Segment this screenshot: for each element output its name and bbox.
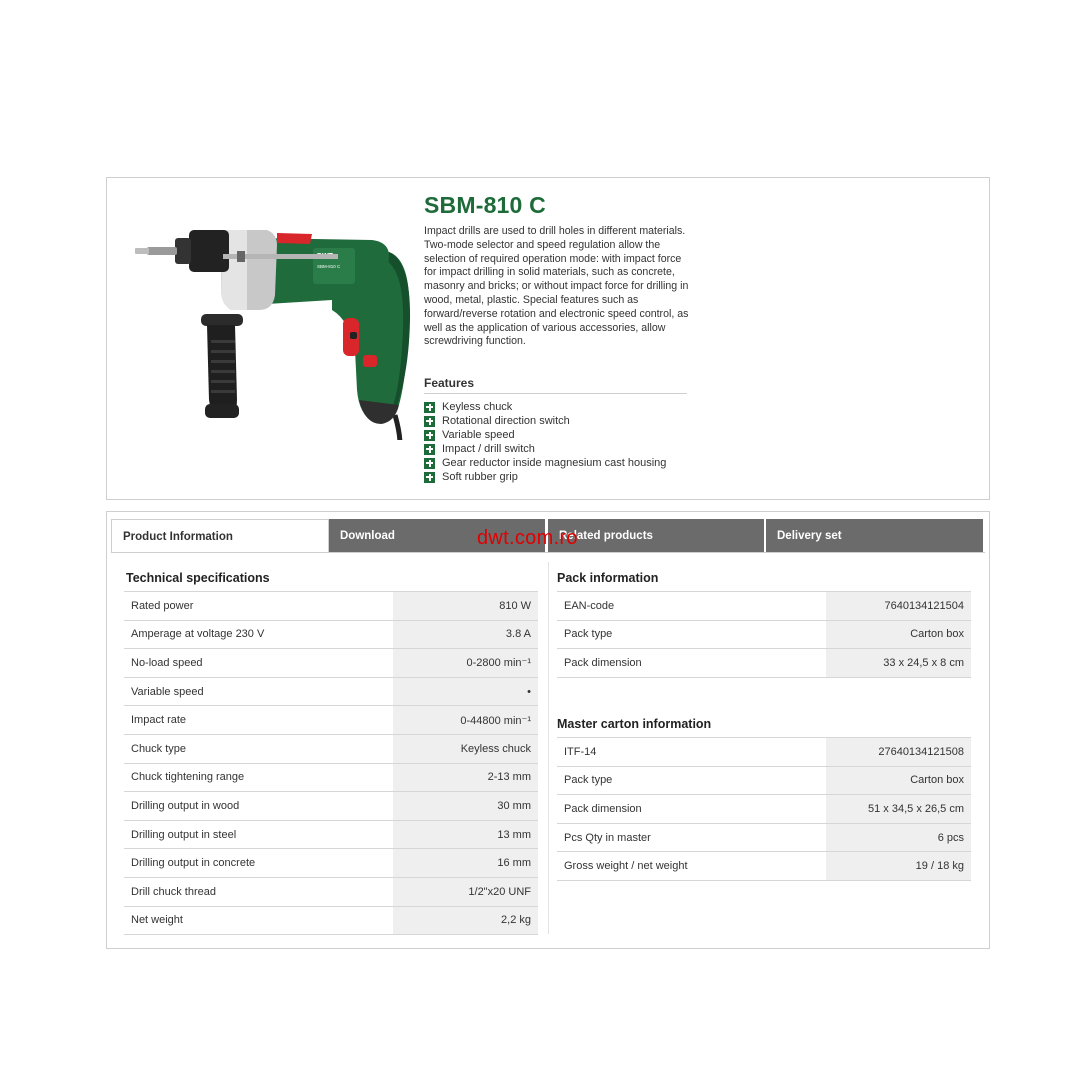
table-row [557,852,971,881]
product-title: SBM-810 C [424,192,546,218]
table-row [124,677,538,706]
table-row [124,620,538,649]
spec-label: Chuck tightening range [124,763,393,792]
plus-icon [424,416,435,427]
table-row [124,706,538,735]
feature-item [424,428,666,442]
spec-value: 810 W [393,592,538,621]
plus-icon [424,444,435,455]
table-row [124,763,538,792]
column-divider [548,562,549,934]
table-row [557,592,971,621]
spec-label: Drilling output in steel [124,820,393,849]
master-label: Pack type [557,766,826,795]
spec-label: Drill chuck thread [124,877,393,906]
plus-icon [424,472,435,483]
feature-label: Keyless chuck [442,401,513,413]
master-value: Carton box [826,766,971,795]
pack-information-title: Pack information [557,571,659,585]
pack-value: Carton box [826,620,971,649]
features-heading: Features [424,376,687,394]
spec-label: Variable speed [124,677,393,706]
feature-label: Gear reductor inside magnesium cast housing [442,457,667,469]
pack-information-table [557,591,971,678]
spec-value: 1/2"x20 UNF [393,877,538,906]
tab-divider [111,552,985,553]
feature-label: Impact / drill switch [442,443,535,455]
drill-product-image [127,200,417,440]
technical-specifications-title: Technical specifications [126,571,270,585]
spec-label: Rated power [124,592,393,621]
product-overview-panel [106,177,990,500]
master-label: ITF-14 [557,738,826,767]
spec-value: 13 mm [393,820,538,849]
master-label: Pack dimension [557,795,826,824]
spec-label: Drilling output in wood [124,792,393,821]
tab-product-information[interactable]: Product Information [111,519,329,553]
table-row [124,734,538,763]
feature-item [424,442,666,456]
table-row [124,849,538,878]
product-description: Impact drills are used to drill holes in different materials. Two-mode selector and speed regulation allow the selection of required operation mode: with impact force for impact drilling in solid materials, such as concrete, masonry and bricks; or without impact force for drilling in wood, metal, plastic. Special features such as forward/reverse rotation and electronic speed control, as well as the application of various accessories, allow screwdriving function. [424,225,689,348]
table-row [124,877,538,906]
spec-value: 30 mm [393,792,538,821]
table-row [557,795,971,824]
table-row [124,592,538,621]
table-row [557,620,971,649]
master-label: Gross weight / net weight [557,852,826,881]
spec-label: Chuck type [124,734,393,763]
features-list [424,400,666,484]
table-row [124,906,538,935]
spec-value: Keyless chuck [393,734,538,763]
spec-label: Amperage at voltage 230 V [124,620,393,649]
table-row [557,766,971,795]
plus-icon [424,458,435,469]
tab-download[interactable]: Download [329,519,545,553]
master-label: Pcs Qty in master [557,823,826,852]
pack-value: 33 x 24,5 x 8 cm [826,649,971,678]
feature-item [424,400,666,414]
feature-item [424,414,666,428]
product-details-panel [106,511,990,949]
feature-item [424,470,666,484]
feature-label: Variable speed [442,429,515,441]
pack-label: EAN-code [557,592,826,621]
spec-value: 3.8 A [393,620,538,649]
master-value: 6 pcs [826,823,971,852]
spec-value: 0-44800 min⁻¹ [393,706,538,735]
table-row [124,820,538,849]
master-carton-table [557,737,971,881]
drill-model-label: SBM-810 C [317,264,341,269]
pack-label: Pack type [557,620,826,649]
table-row [124,792,538,821]
tab-delivery-set[interactable]: Delivery set [766,519,983,553]
table-row [124,649,538,678]
spec-label: Drilling output in concrete [124,849,393,878]
technical-specifications-table [124,591,538,935]
table-row [557,823,971,852]
feature-label: Rotational direction switch [442,415,570,427]
feature-label: Soft rubber grip [442,471,518,483]
feature-item [424,456,666,470]
spec-label: Impact rate [124,706,393,735]
pack-value: 7640134121504 [826,592,971,621]
watermark: dwt.com.ro [477,527,578,549]
spec-value: 0-2800 min⁻¹ [393,649,538,678]
spec-value: 2,2 kg [393,906,538,935]
master-value: 19 / 18 kg [826,852,971,881]
spec-value: 2-13 mm [393,763,538,792]
plus-icon [424,402,435,413]
spec-value: • [393,677,538,706]
plus-icon [424,430,435,441]
master-carton-title: Master carton information [557,717,712,731]
master-value: 51 x 34,5 x 26,5 cm [826,795,971,824]
master-value: 27640134121508 [826,738,971,767]
pack-label: Pack dimension [557,649,826,678]
table-row [557,738,971,767]
spec-value: 16 mm [393,849,538,878]
table-row [557,649,971,678]
tab-related-products[interactable]: Related products [548,519,764,553]
spec-label: No-load speed [124,649,393,678]
spec-label: Net weight [124,906,393,935]
